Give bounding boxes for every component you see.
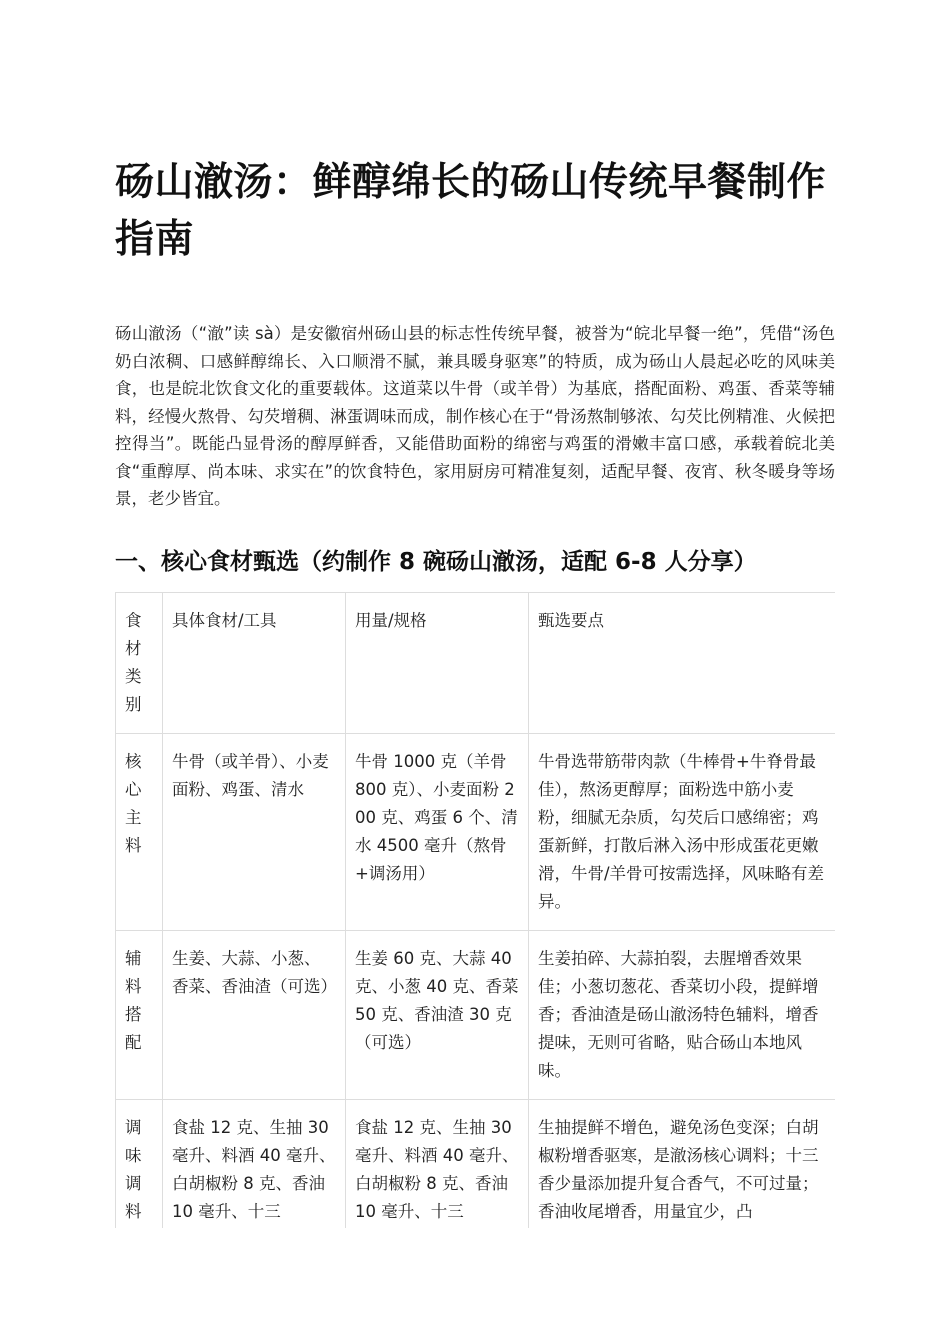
table-cell-amount: 食盐 12 克、生抽 30 毫升、料酒 40 毫升、白胡椒粉 8 克、香油 10 毫升、十三 — [346, 1100, 529, 1229]
table-row — [116, 1100, 836, 1229]
table-header-cell: 具体食材/工具 — [163, 593, 346, 734]
table-cell-items: 食盐 12 克、生抽 30 毫升、料酒 40 毫升、白胡椒粉 8 克、香油 10 毫升、十三 — [163, 1100, 346, 1229]
ingredients-table-container — [115, 592, 835, 1228]
table-cell-items: 牛骨（或羊骨）、小麦面粉、鸡蛋、清水 — [163, 734, 346, 931]
page-title: 砀山澈汤：鲜醇绵长的砀山传统早餐制作指南 — [115, 160, 827, 262]
ingredients-table — [115, 592, 835, 1228]
section-heading-ingredients: 一、核心食材甄选（约制作 8 碗砀山澈汤，适配 6-8 人分享） — [115, 549, 757, 575]
table-cell-category: 调味调料 — [116, 1100, 163, 1229]
table-cell-notes: 生抽提鲜不增色，避免汤色变深；白胡椒粉增香驱寒，是澈汤核心调料；十三香少量添加提升复合香气，不可过量；香油收尾增香，用量宜少，凸 — [529, 1100, 836, 1229]
table-row — [116, 931, 836, 1100]
table-cell-category: 辅料搭配 — [116, 931, 163, 1100]
table-cell-amount: 生姜 60 克、大蒜 40 克、小葱 40 克、香菜 50 克、香油渣 30 克（可选） — [346, 931, 529, 1100]
table-header-cell: 甄选要点 — [529, 593, 836, 734]
table-cell-notes: 牛骨选带筋带肉款（牛棒骨+牛脊骨最佳），熬汤更醇厚；面粉选中筋小麦粉，细腻无杂质，勾芡后口感绵密；鸡蛋新鲜，打散后淋入汤中形成蛋花更嫩滑，牛骨/羊骨可按需选择，风味略有差异。 — [529, 734, 836, 931]
table-cell-notes: 生姜拍碎、大蒜拍裂，去腥增香效果佳；小葱切葱花、香菜切小段，提鲜增香；香油渣是砀山澈汤特色辅料，增香提味，无则可省略，贴合砀山本地风味。 — [529, 931, 836, 1100]
table-header-cell: 食材类别 — [116, 593, 163, 734]
table-header-cell: 用量/规格 — [346, 593, 529, 734]
table-row — [116, 734, 836, 931]
table-header-row — [116, 593, 836, 734]
table-cell-category: 核心主料 — [116, 734, 163, 931]
intro-paragraph: 砀山澈汤（“澈”读 sà）是安徽宿州砀山县的标志性传统早餐，被誉为“皖北早餐一绝”，凭借“汤色奶白浓稠、口感鲜醇绵长、入口顺滑不腻，兼具暖身驱寒”的特质，成为砀山人晨起必吃的风味美食，也是皖北饮食文化的重要载体。这道菜以牛骨（或羊骨）为基底，搭配面粉、鸡蛋、香菜等辅料，经慢火熬骨、勾芡增稠、淋蛋调味而成，制作核心在于“骨汤熬制够浓、勾芡比例精准、火候把控得当”。既能凸显骨汤的醇厚鲜香，又能借助面粉的绵密与鸡蛋的滑嫩丰富口感，承载着皖北美食“重醇厚、尚本味、求实在”的饮食特色，家用厨房可精准复刻，适配早餐、夜宵、秋冬暖身等场景，老少皆宜。 — [115, 324, 835, 508]
table-cell-items: 生姜、大蒜、小葱、香菜、香油渣（可选） — [163, 931, 346, 1100]
table-cell-amount: 牛骨 1000 克（羊骨 800 克）、小麦面粉 200 克、鸡蛋 6 个、清水 4500 毫升（熬骨+调汤用） — [346, 734, 529, 931]
